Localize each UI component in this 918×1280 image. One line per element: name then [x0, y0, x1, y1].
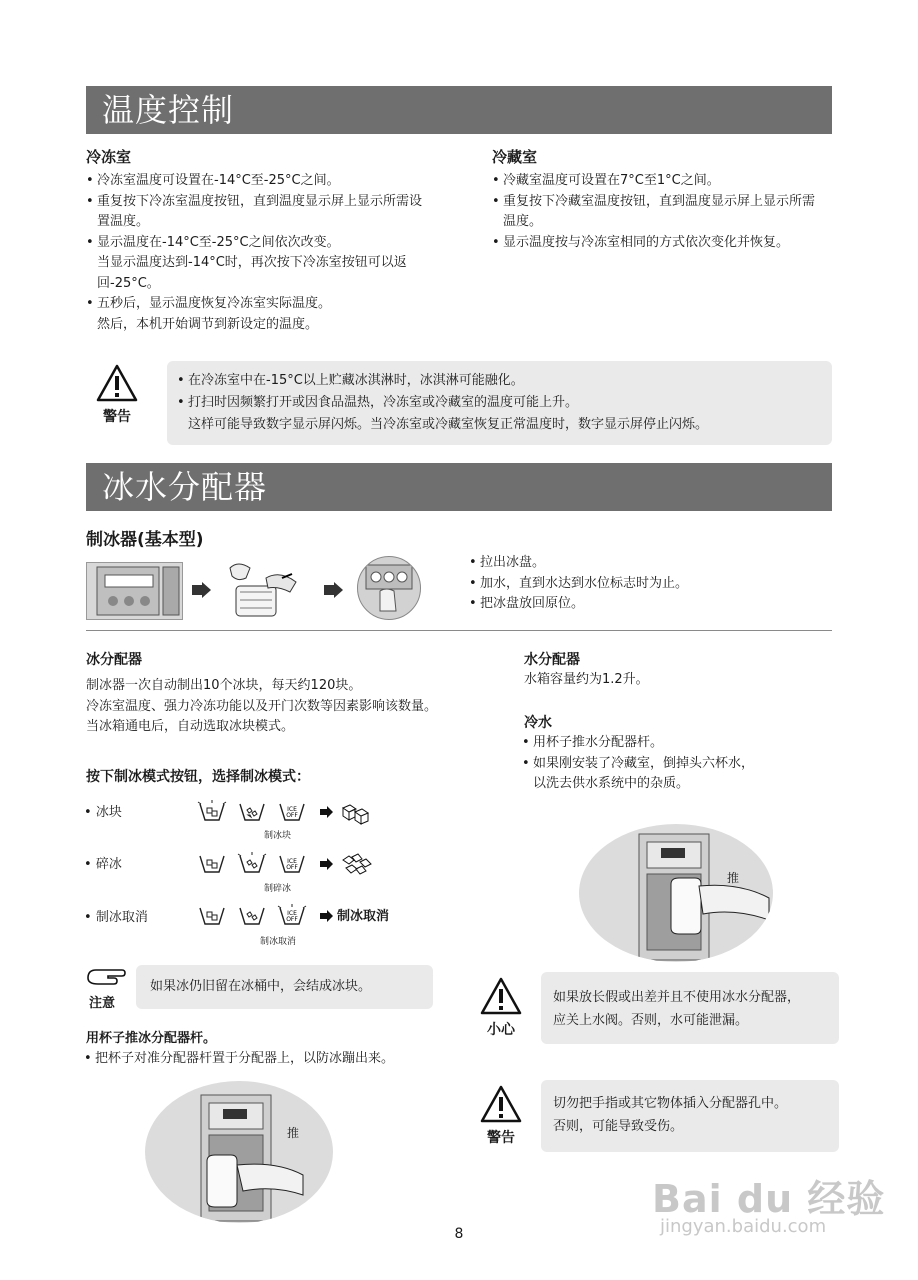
list-item: • 拉出冰盘。 — [469, 553, 829, 574]
list-item: • 重复按下冷冻室温度按钮，直到温度显示屏上显示所需设置温度。 — [86, 192, 431, 233]
warning2-box — [541, 1080, 839, 1152]
list-item: • 冷藏室温度可设置在7°C至1°C之间。 — [492, 171, 827, 192]
list-item-text: 五秒后，显示温度恢复冷冻室实际温度。 — [97, 296, 332, 311]
list-item-text: 显示温度在-14°C至-25°C之间依次改变。 — [97, 234, 340, 250]
ice-cubes-icon — [340, 802, 370, 826]
water-dispenser-illustration — [579, 824, 773, 962]
svg-text:ICE: ICE — [287, 910, 297, 917]
list-item: • 重复按下冷藏室温度按钮，直到温度显示屏上显示所需温度。 — [492, 192, 827, 233]
crushed-ice-icon — [340, 852, 374, 880]
push-list — [84, 1049, 464, 1070]
mode-caption: 制冰块 — [264, 831, 292, 841]
ice-dispenser-heading: 冰分配器 — [86, 652, 142, 668]
list-item: • 冷冻室温度可设置在-14°C至-25°C之间。 — [86, 171, 431, 192]
freezer-heading: 冷冻室 — [86, 148, 132, 166]
ice-off-button-icon[interactable] — [277, 800, 307, 822]
paragraph-line: 冷冻室温度、强力冷冻功能以及开门次数等因素影响该数量。 — [86, 698, 438, 714]
cubed-button-icon[interactable] — [197, 800, 227, 822]
crushed-button-icon[interactable] — [237, 852, 267, 874]
list-item-text: 打扫时因频繁打开或因食品温热，冷冻室或冷藏室的温度可能上升。 — [188, 395, 579, 410]
caution-label: 小心 — [487, 1022, 515, 1038]
paragraph-line: 当冰箱通电后，自动选取冰块模式。 — [86, 719, 295, 734]
mode-buttons-crushed — [197, 852, 317, 876]
list-item-extra: 当显示温度达到-14°C时，再次按下冷冻室按钮可以返回-25°C。 — [97, 255, 407, 291]
page-number: 8 — [454, 1226, 464, 1242]
crushed-button-icon[interactable] — [237, 904, 267, 926]
paragraph-line: 制冰器一次自动制出10个冰块，每天约120块。 — [86, 678, 362, 693]
cubed-button-icon[interactable] — [197, 904, 227, 926]
svg-text:ICE: ICE — [287, 858, 297, 865]
water-capacity: 水箱容量约为1.2升。 — [524, 672, 649, 687]
crushed-button-icon[interactable] — [237, 800, 267, 822]
mode-caption: 制冰取消 — [260, 937, 297, 947]
caution-line: 应关上水阀。否则，水可能泄漏。 — [553, 1013, 749, 1028]
push-label: 推 — [727, 871, 740, 885]
list-item — [86, 294, 431, 335]
ice-maker-heading: 制冰器(基本型) — [86, 530, 204, 550]
pointing-hand-icon — [86, 966, 126, 988]
mode-heading: 按下制冰模式按钮，选择制冰模式： — [86, 769, 310, 785]
svg-text:OFF: OFF — [286, 864, 298, 871]
list-item: • 在冷冻室中在-15°C以上贮藏冰淇淋时，冰淇淋可能融化。 — [177, 370, 827, 392]
caution-text — [553, 986, 800, 1032]
cubed-button-icon[interactable] — [197, 852, 227, 874]
list-item: • 加水，直到水达到水位标志时为止。 — [469, 574, 829, 595]
freezer-tray-illustration — [86, 562, 183, 620]
ice-dispenser-illustration — [145, 1081, 333, 1223]
list-item: • 显示温度按与冷冻室相同的方式依次变化并恢复。 — [492, 233, 827, 254]
warning-label: 警告 — [487, 1130, 515, 1146]
mode-buttons-cubed — [197, 800, 317, 824]
section-title-dispenser: 冰水分配器 — [86, 463, 832, 511]
mode-crushed-label: • 碎冰 — [84, 857, 122, 872]
push-heading: 用杯子推冰分配器杆。 — [86, 1031, 217, 1046]
list-item: • 用杯子推水分配器杆。 — [522, 733, 822, 754]
cold-water-heading: 冷水 — [524, 715, 552, 731]
list-item: • 把杯子对准分配器杆置于分配器上，以防冰蹦出来。 — [84, 1049, 464, 1070]
list-item-extra: 以洗去供水系统中的杂质。 — [533, 776, 690, 791]
water-dispenser-heading: 水分配器 — [524, 652, 580, 668]
ice-dispenser-text — [86, 676, 486, 738]
list-item — [86, 233, 431, 295]
warning-triangle-icon — [480, 1085, 522, 1123]
note-box: 如果冰仍旧留在冰桶中，会结成冰块。 — [136, 965, 433, 1009]
svg-text:ICE: ICE — [287, 806, 297, 813]
caution-triangle-icon — [480, 977, 522, 1015]
cold-water-list — [522, 733, 822, 795]
mode-buttons-off — [197, 904, 317, 928]
caution-line: 如果放长假或出差并且不使用冰水分配器， — [553, 990, 801, 1005]
warning2-text — [553, 1092, 787, 1138]
note-label: 注意 — [88, 996, 115, 1011]
list-item — [522, 754, 822, 795]
arrow-right-icon — [320, 858, 334, 870]
push-label: 推 — [287, 1126, 300, 1140]
warning-triangle-icon — [96, 364, 138, 402]
ice-tray-fill-illustration — [222, 558, 306, 624]
arrow-right-icon — [324, 582, 344, 598]
list-item-extra: 这样可能导致数字显示屏闪烁。当冷冻室或冷藏室恢复正常温度时，数字显示屏停止闪烁。 — [188, 417, 709, 432]
arrow-right-icon — [320, 910, 334, 922]
svg-text:OFF: OFF — [286, 812, 298, 819]
freezer-list — [86, 171, 431, 335]
ice-off-result: 制冰取消 — [337, 909, 390, 924]
arrow-right-icon — [320, 806, 334, 818]
warning2-line: 否则，可能导致受伤。 — [553, 1119, 684, 1134]
list-item: • 把冰盘放回原位。 — [469, 594, 829, 615]
svg-text:OFF: OFF — [286, 916, 298, 923]
fridge-heading: 冷藏室 — [492, 148, 538, 166]
warning-box — [167, 361, 832, 445]
section-title-temperature: 温度控制 — [86, 86, 832, 134]
ice-maker-steps — [469, 553, 829, 615]
tray-insert-illustration — [357, 556, 421, 620]
list-item-extra: 然后，本机开始调节到新设定的温度。 — [97, 316, 319, 332]
caution-box — [541, 972, 839, 1044]
watermark-url: jingyan.baidu.com — [660, 1216, 827, 1237]
mode-caption: 制碎冰 — [264, 884, 292, 894]
warning2-line: 切勿把手指或其它物体插入分配器孔中。 — [553, 1096, 788, 1111]
fridge-list — [492, 171, 827, 253]
watermark-brand: Bai du 经验 — [652, 1177, 886, 1221]
warning-label: 警告 — [103, 409, 131, 425]
divider — [86, 630, 832, 631]
ice-off-button-icon[interactable] — [277, 904, 307, 926]
mode-off-label: • 制冰取消 — [84, 910, 148, 925]
ice-off-button-icon[interactable] — [277, 852, 307, 874]
list-item-text: 如果刚安装了冷藏室，倒掉头六杯水， — [533, 755, 755, 771]
mode-cubed-label: • 冰块 — [84, 805, 122, 820]
arrow-right-icon — [192, 582, 212, 598]
warning-list — [177, 370, 827, 436]
list-item — [177, 392, 827, 436]
